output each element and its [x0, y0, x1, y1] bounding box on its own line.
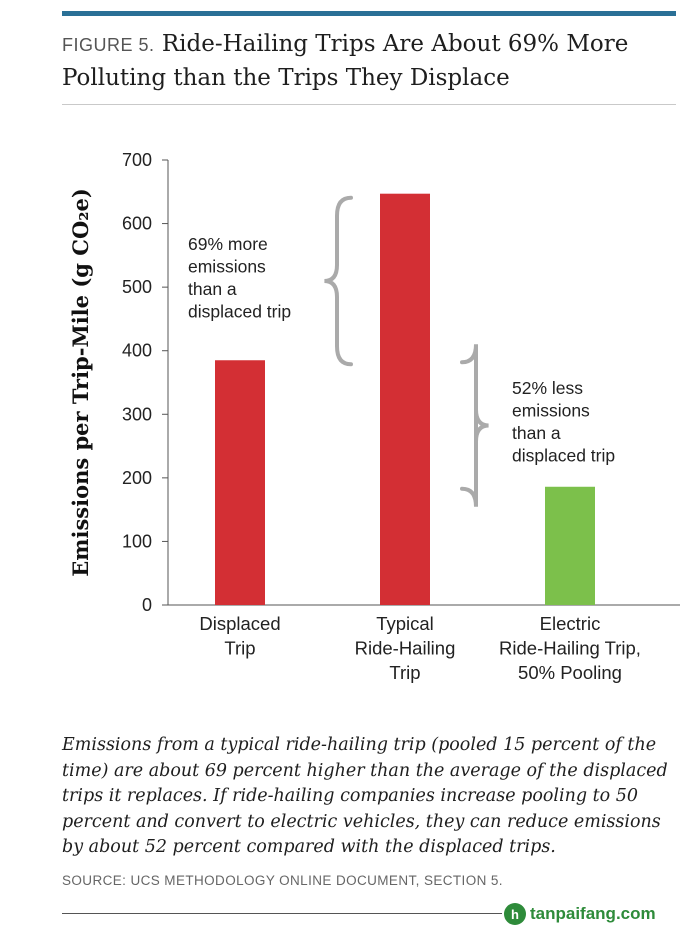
- y-tick-label: 200: [121, 467, 152, 488]
- y-tick-label: 100: [121, 531, 152, 552]
- annotation-brace: [324, 198, 351, 365]
- bar: [545, 487, 595, 605]
- figure-title-text: Ride-Hailing Trips Are About 69% More Polluting than the Trips They Displace: [62, 31, 629, 91]
- x-category-label: Typical Ride-Hailing Trip: [354, 613, 456, 683]
- watermark-logo-icon: h: [504, 903, 526, 925]
- figure-label: FIGURE 5.: [62, 35, 155, 55]
- annotation-text: 69% more emissions than a displaced trip: [188, 234, 292, 322]
- bar: [380, 194, 430, 605]
- y-tick-label: 700: [121, 150, 152, 170]
- figure-caption: Emissions from a typical ride-hailing trip (pooled 15 percent of the time) are about 69 percent higher than the average of the displaced trips it replaces. If ride-hailing companies increase pooling to 50 percent and convert to electric vehicles, they can reduce emissions by about 52 percent compared with the displaced trips.: [62, 735, 668, 857]
- y-tick-label: 500: [121, 277, 152, 298]
- x-category-label: Displaced Trip: [199, 613, 281, 659]
- annotation-brace: [462, 344, 489, 507]
- bottom-rule: [62, 913, 502, 914]
- y-tick-label: 300: [121, 404, 152, 425]
- figure-title: [62, 28, 682, 95]
- title-rule: [62, 104, 676, 105]
- x-category-label: Electric Ride-Hailing Trip, 50% Pooling: [499, 613, 641, 683]
- bar: [215, 360, 265, 605]
- source-note: SOURCE: UCS METHODOLOGY ONLINE DOCUMENT, SECTION 5.: [62, 873, 503, 888]
- top-rule: [62, 11, 676, 16]
- y-tick-label: 0: [141, 595, 152, 615]
- bar-chart: [0, 140, 700, 700]
- watermark-text: tanpaifang.com: [530, 904, 656, 923]
- y-axis-title: Emissions per Trip-Mile (g CO₂e): [68, 188, 93, 577]
- y-tick-label: 600: [121, 213, 152, 234]
- y-tick-label: 400: [121, 340, 152, 361]
- annotation-text: 52% less emissions than a displaced trip: [512, 378, 616, 466]
- watermark: [504, 903, 656, 925]
